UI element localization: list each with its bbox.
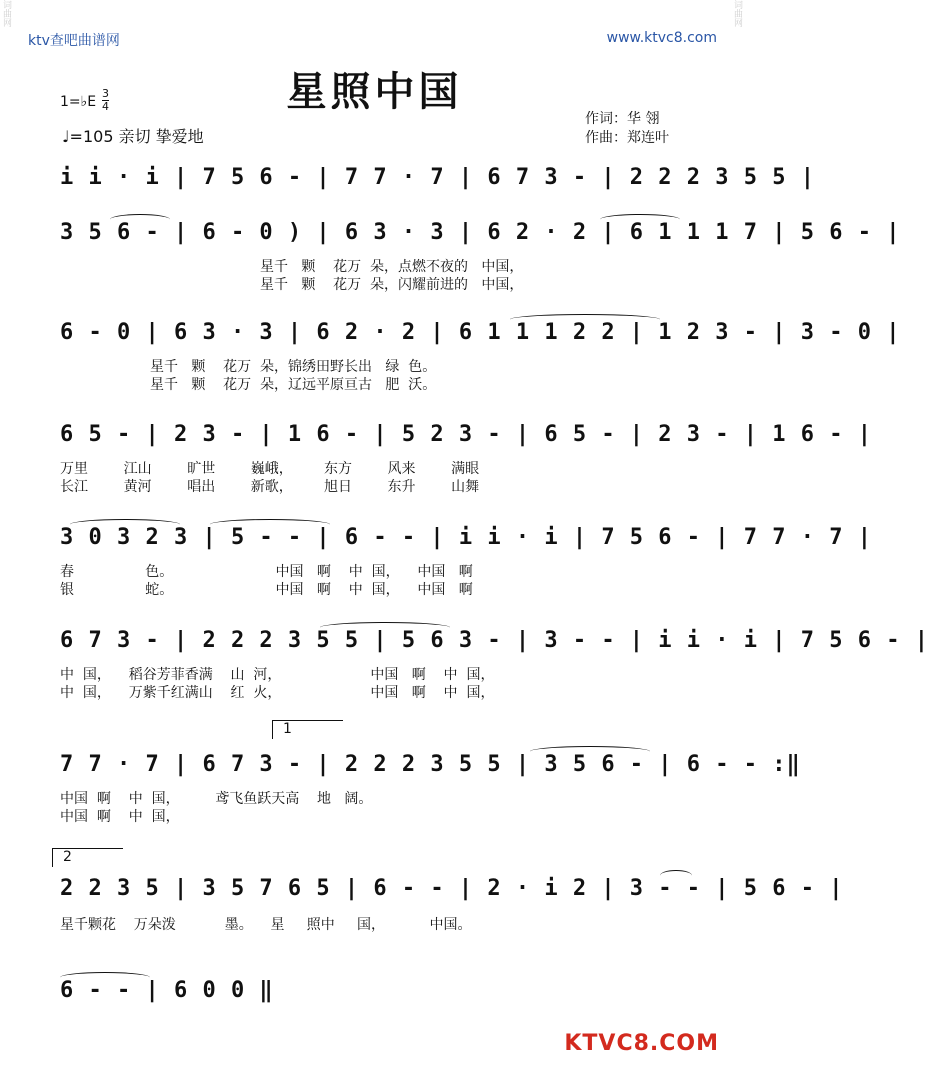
lyric-verse-1: 万里 江山 旷世 巍峨， 东方 风来 满眼 <box>60 461 480 477</box>
score-row-9 <box>60 978 692 1018</box>
lyric-verse-1: 中国 啊 中 国， 鸢飞鱼跃天高 地 阔。 <box>60 791 373 807</box>
lyric-verse-1: 星千颗花 万朵泼 墨。 星 照中 国， 中国。 <box>60 917 472 933</box>
site-url-right: www.ktvc8.com <box>606 30 717 46</box>
notes-line: 3 0 3 2 3 | 5 - - | 6 - - | i i · i | 7 5 6 - | 7 7 · 7 | <box>60 525 872 550</box>
lyric-verse-1: 春 色。 中国 啊 中 国， 中国 啊 <box>60 564 473 580</box>
lyric-verse-2: 中国 啊 中 国， <box>60 809 180 825</box>
meter-top: 3 <box>102 87 109 100</box>
credits <box>585 110 669 148</box>
composer: 作曲：郑连叶 <box>585 130 669 146</box>
lyric-verse-1: 中 国， 稻谷芳菲香满 山 河， 中国 啊 中 国， <box>60 667 495 683</box>
time-signature <box>102 88 109 113</box>
score-row-1 <box>60 165 815 205</box>
meter-bottom: 4 <box>102 100 109 113</box>
notes-line: 7 7 · 7 | 6 7 3 - | 2 2 2 3 5 5 | 3 5 6 - | 6 - - :‖ <box>60 752 801 777</box>
lyric-verse-2: 星千 颗 花万 朵，辽远平原亘古 肥 沃。 <box>150 377 437 393</box>
score-row-7 <box>60 752 801 827</box>
site-name-left: ktv查吧曲谱网 <box>28 33 120 49</box>
lyric-verse-1: 星千 颗 花万 朵，锦绣田野长出 绿 色。 <box>150 359 437 375</box>
watermark-text: 词曲网 <box>732 0 742 27</box>
notes-line: 3 5 6 - | 6 - 0 ) | 6 3 · 3 | 6 2 · 2 | 6 1 1 1 7 | 5 6 - | <box>60 220 901 245</box>
lyric-verse-2: 银 蛇。 中国 啊 中 国， 中国 啊 <box>60 582 473 598</box>
volta-2: 2 <box>52 848 123 867</box>
notes-line: 6 7 3 - | 2 2 2 3 5 5 | 5 6 3 - | 3 - - | i i · i | 7 5 6 - | <box>60 628 929 653</box>
score-row-6 <box>60 628 929 703</box>
notes-line: 6 - 0 | 6 3 · 3 | 6 2 · 2 | 6 1 1 1 2 2 | 1 2 3 - | 3 - 0 | <box>60 320 901 345</box>
song-title: 星照中国 <box>286 68 463 115</box>
score-row-8 <box>60 876 844 936</box>
volta-1: 1 <box>272 720 343 739</box>
lyricist: 作词：华 翎 <box>585 111 660 127</box>
site-logo: KTVC8.COM <box>564 1031 719 1056</box>
score-row-3 <box>60 320 901 395</box>
notes-line: 6 5 - | 2 3 - | 1 6 - | 5 2 3 - | 6 5 - | 2 3 - | 1 6 - | <box>60 422 872 447</box>
key-signature: 1=♭E <box>60 94 97 110</box>
notes-line: 2 2 3 5 | 3 5 7 6 5 | 6 - - | 2 · i 2 | 3 - - | 5 6 - | <box>60 876 844 901</box>
lyric-verse-1: 星千 颗 花万 朵，点燃不夜的 中国， <box>260 259 524 275</box>
watermark-text: 词曲网 <box>1 0 11 27</box>
notes-line: i i · i | 7 5 6 - | 7 7 · 7 | 6 7 3 - | 2 2 2 3 5 5 | <box>60 165 815 190</box>
score-row-2 <box>60 220 901 295</box>
lyric-verse-2: 星千 颗 花万 朵，闪耀前进的 中国， <box>260 277 524 293</box>
lyric-verse-2: 中 国， 万紫千红满山 红 火， 中国 啊 中 国， <box>60 685 495 701</box>
notes-line: 6 - - | 6 0 0 ‖ <box>60 978 274 1003</box>
watermark-left <box>0 0 18 1086</box>
tempo-marking: ♩=105 亲切 挚爱地 <box>62 127 204 146</box>
lyric-verse-2: 长江 黄河 唱出 新歌， 旭日 东升 山舞 <box>60 479 480 495</box>
score-row-4 <box>60 422 872 497</box>
score-row-5 <box>60 525 872 600</box>
